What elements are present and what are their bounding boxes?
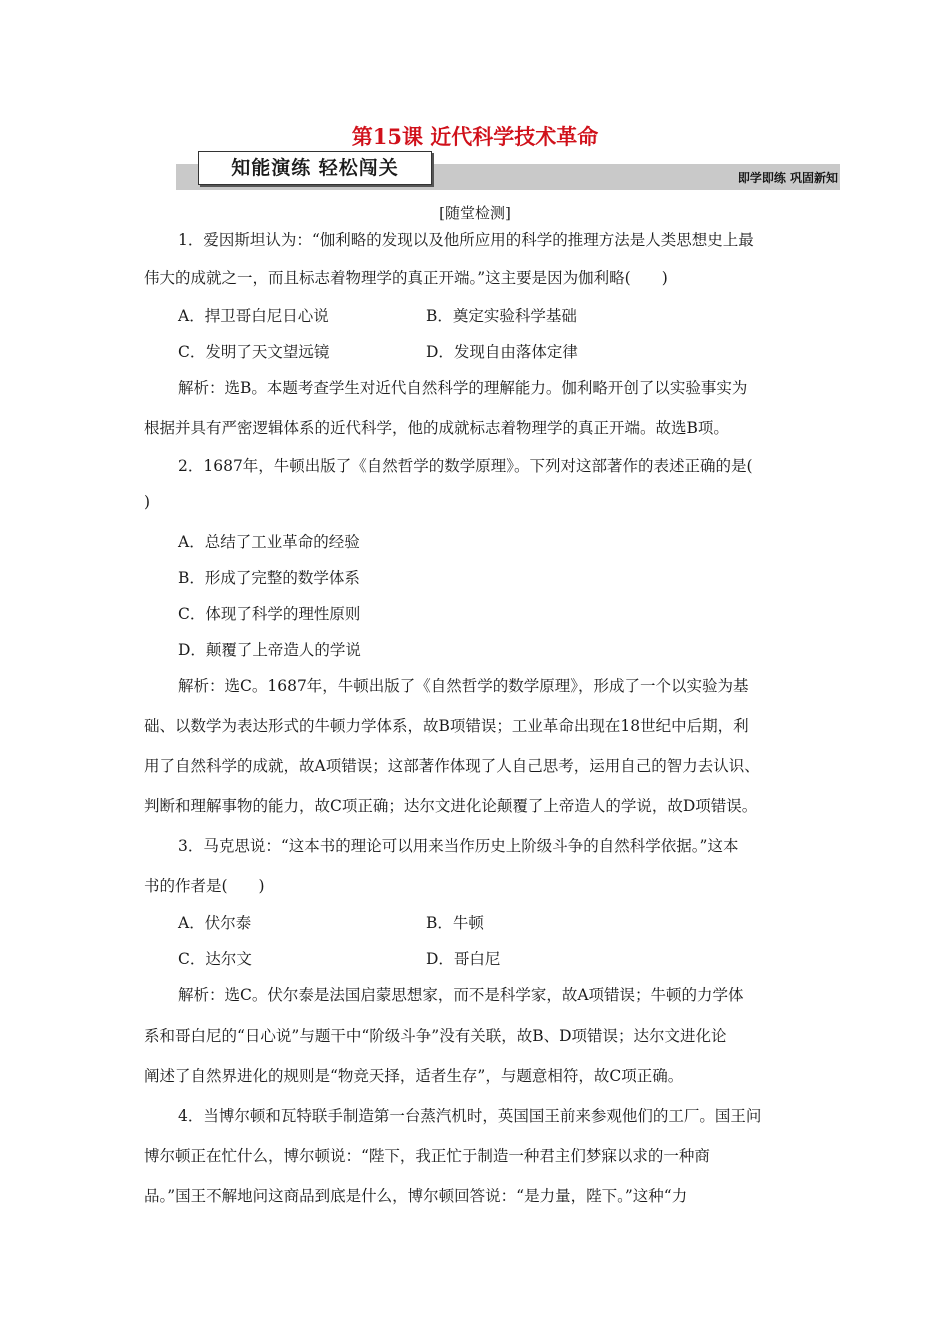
question-2-option-a: A．总结了工业革命的经验: [178, 533, 360, 551]
question-3-option-c: C．达尔文: [178, 950, 252, 968]
question-2-explanation-cont-3: 判断和理解事物的能力，故C项正确；达尔文进化论颠覆了上帝造人的学说，故D项错误。: [144, 797, 758, 815]
question-3-option-b: B．牛顿: [426, 914, 484, 932]
question-4-stem-cont-2: 品。”国王不解地问这商品到底是什么，博尔顿回答说：“是力量，陛下。”这种“力: [144, 1187, 688, 1205]
question-3-explanation-cont-2: 阐述了自然界进化的规则是“物竞天择，适者生存”，与题意相符，故C项正确。: [144, 1067, 684, 1085]
section-heading: [随堂检测]: [439, 204, 511, 222]
question-2-stem: 2．1687年，牛顿出版了《自然哲学的数学原理》。下列对这部著作的表述正确的是(: [178, 457, 753, 475]
question-2-explanation-cont-1: 础、以数学为表达形式的牛顿力学体系，故B项错误；工业革命出现在18世纪中后期，利: [144, 717, 749, 735]
question-3-explanation-cont-1: 系和哥白尼的“日心说”与题干中“阶级斗争”没有关联，故B、D项错误；达尔文进化论: [144, 1027, 727, 1045]
question-2-explanation: 解析：选C。1687年，牛顿出版了《自然哲学的数学原理》，形成了一个以实验为基: [178, 677, 749, 695]
question-1-explanation-cont: 根据并具有严密逻辑体系的近代科学，他的成就标志着物理学的真正开端。故选B项。: [144, 419, 729, 437]
question-2-option-d: D．颠覆了上帝造人的学说: [178, 641, 361, 659]
lesson-title: 第15课 近代科学技术革命: [351, 124, 599, 149]
banner-label: 知能演练 轻松闯关: [198, 151, 432, 185]
question-1-option-b: B．奠定实验科学基础: [426, 307, 577, 325]
question-1-stem-cont: 伟大的成就之一，而且标志着物理学的真正开端。”这主要是因为伽利略( ): [144, 269, 668, 287]
question-2-explanation-cont-2: 用了自然科学的成就，故A项错误；这部著作体现了人自己思考，运用自己的智力去认识、: [144, 757, 760, 775]
banner-slogan: 即学即练 巩固新知: [737, 171, 838, 185]
question-1-explanation: 解析：选B。本题考查学生对近代自然科学的理解能力。伽利略开创了以实验事实为: [178, 379, 748, 397]
question-2-option-b: B．形成了完整的数学体系: [178, 569, 360, 587]
question-3-explanation: 解析：选C。伏尔泰是法国启蒙思想家，而不是科学家，故A项错误；牛顿的力学体: [178, 986, 744, 1004]
question-2-stem-cont: ): [144, 493, 151, 511]
question-3-stem-cont: 书的作者是( ): [144, 877, 265, 895]
question-1-option-a: A．捍卫哥白尼日心说: [178, 307, 329, 325]
question-1-stem: 1．爱因斯坦认为：“伽利略的发现以及他所应用的科学的推理方法是人类思想史上最: [178, 231, 754, 249]
question-1-option-d: D．发现自由落体定律: [426, 343, 578, 361]
question-2-option-c: C．体现了科学的理性原则: [178, 605, 361, 623]
question-3-stem: 3．马克思说：“这本书的理论可以用来当作历史上阶级斗争的自然科学依据。”这本: [178, 837, 739, 855]
question-4-stem-cont-1: 博尔顿正在忙什么，博尔顿说：“陛下，我正忙于制造一种君主们梦寐以求的一种商: [144, 1147, 710, 1165]
question-1-option-c: C．发明了天文望远镜: [178, 343, 330, 361]
question-4-stem: 4．当博尔顿和瓦特联手制造第一台蒸汽机时，英国国王前来参观他们的工厂。国王问: [178, 1107, 762, 1125]
question-3-option-a: A．伏尔泰: [178, 914, 252, 932]
question-3-option-d: D．哥白尼: [426, 950, 501, 968]
